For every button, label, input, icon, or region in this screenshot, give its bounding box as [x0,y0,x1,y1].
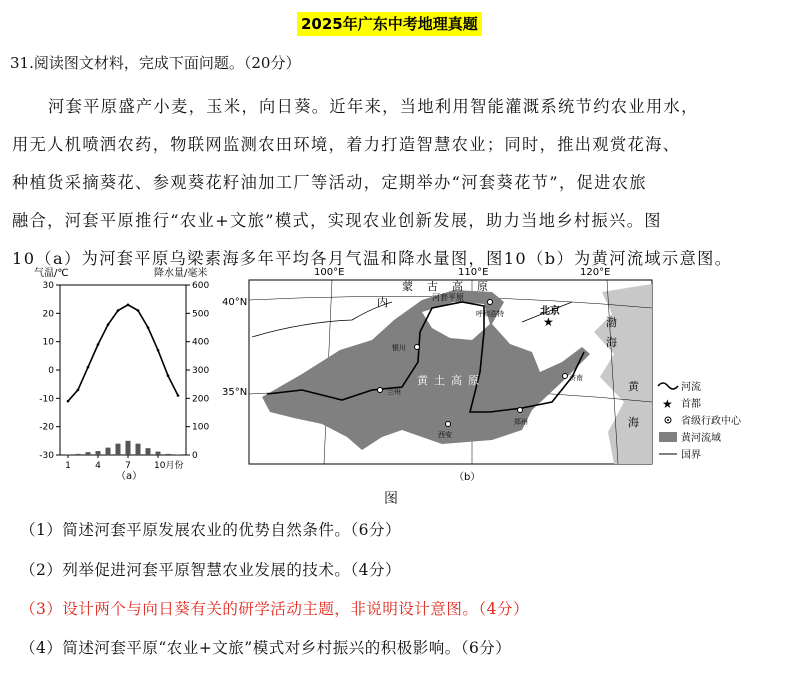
city-marker [488,300,493,305]
region-label: 高 [451,374,462,387]
sea-label: 海 [606,336,617,349]
city-marker [415,345,420,350]
sea-label: 海 [628,416,639,429]
city-marker [378,388,383,393]
right-tick-label: 0 [192,451,198,461]
precipitation-bar [156,452,161,455]
region-label: 原 [477,280,488,293]
precipitation-bar [146,448,151,455]
lon-label: 100°E [314,267,345,278]
paragraph-line: 融合，河套平原推行“农业+文旅”模式，实现农业创新发展，助力当地乡村振兴。图 [12,211,662,230]
x-tick-label: 1 [65,461,71,471]
precipitation-bar [96,451,101,455]
city-label: 西安 [438,431,452,439]
region-label: 古 [427,280,438,293]
sub-question-1: （1）简述河套平原发展农业的优势自然条件。（6分） [20,521,401,539]
precipitation-bar [166,454,171,455]
region-label: 蒙 [402,280,413,293]
city-label: 银川 [392,344,406,352]
right-tick-label: 600 [192,281,210,291]
subplot-label-a: （a） [116,471,143,482]
temperature-line [68,305,178,401]
question-header: 31.阅读图文材料，完成下面问题。（20分） [10,54,301,72]
left-tick-label: 30 [42,281,54,291]
yellow-river-map [222,262,762,484]
left-axis-label: 气温/℃ [34,268,69,279]
material-paragraph [12,88,787,278]
paragraph-line: 用无人机喷洒农药，物联网监测农田环境，着力打造智慧农业；同时，推出观赏花海、 [12,135,681,154]
sub-question-2: （2）列举促进河套平原智慧农业发展的技术。（4分） [20,561,401,579]
sea-label: 渤 [606,316,617,329]
left-tick-label: 10 [42,337,54,348]
lon-label: 120°E [580,267,611,278]
map-legend [658,380,742,461]
river-legend-icon [658,383,678,389]
left-tick-label: -30 [39,451,54,461]
region-label: 土 [434,374,445,387]
x-tick-label: 7 [125,461,131,471]
left-tick-label: 0 [48,366,54,376]
sub-question-4: （4）简述河套平原“农业+文旅”模式对乡村振兴的积极影响。（6分） [20,639,512,657]
precipitation-bar [86,452,91,455]
legend-label: 首都 [681,399,701,410]
sea-label: 黄 [628,380,639,393]
right-axis-label: 降水量/毫米 [154,268,208,279]
precipitation-bar [106,448,111,455]
region-label: 河套平原 [432,293,464,302]
region-label: 内 [377,296,388,309]
precipitation-bar [176,454,181,455]
left-tick-label: -10 [39,394,54,405]
paragraph-line: 河套平原盛产小麦，玉米，向日葵。近年来，当地利用智能灌溉系统节约农业用水， [48,97,699,116]
left-tick-label: 20 [42,309,54,320]
precipitation-bar [136,444,141,455]
right-tick-label: 200 [192,394,210,405]
city-label: 郑州 [514,418,528,426]
precipitation-bar [116,444,121,455]
sub-question-3: （3）设计两个与向日葵有关的研学活动主题，非说明设计意图。（4分） [20,600,529,618]
capital-legend-icon: ★ [662,397,673,411]
city-label: 北京 [540,306,560,317]
city-marker [446,422,451,427]
city-label: 呼和浩特 [476,310,504,318]
city-label: 兰州 [387,388,401,396]
city-marker [563,374,568,379]
left-tick-label: -20 [39,422,54,433]
plot-frame [60,285,186,455]
paragraph-line: 10（a）为河套平原乌梁素海多年平均各月气温和降水量图，图10（b）为黄河流域示意图。 [12,249,733,268]
lat-label: 40°N [222,297,248,308]
x-tick-label: 4 [95,461,101,471]
city-marker [518,408,523,413]
right-tick-label: 300 [192,366,210,376]
legend-label: 国界 [681,450,701,461]
legend-label: 河流 [681,382,701,393]
x-tick-label: 10月份 [154,461,184,471]
right-tick-label: 400 [192,337,210,348]
precipitation-bar [76,454,81,455]
city-label: 济南 [569,374,583,382]
basin-legend-icon [659,432,677,442]
legend-label: 省级行政中心 [681,416,741,427]
precipitation-bar [66,454,71,455]
subplot-label-b: （b） [454,472,481,483]
lat-label: 35°N [222,387,248,398]
figure-caption: 图 [384,491,398,507]
region-label: 高 [452,280,463,293]
precipitation-bar [126,441,131,455]
page-title: 2025年广东中考地理真题 [297,12,482,36]
region-label: 黄 [417,374,428,387]
paragraph-line: 种植货采摘葵花、参观葵花籽油加工厂等活动，定期举办“河套葵花节”，促进农旅 [12,173,647,192]
region-label: 原 [468,374,479,387]
right-tick-label: 500 [192,309,210,320]
climate-chart [28,265,223,483]
right-tick-label: 100 [192,422,210,433]
lon-label: 110°E [458,267,489,278]
legend-label: 黄河流域 [681,433,721,444]
capital-star: ★ [543,315,554,329]
